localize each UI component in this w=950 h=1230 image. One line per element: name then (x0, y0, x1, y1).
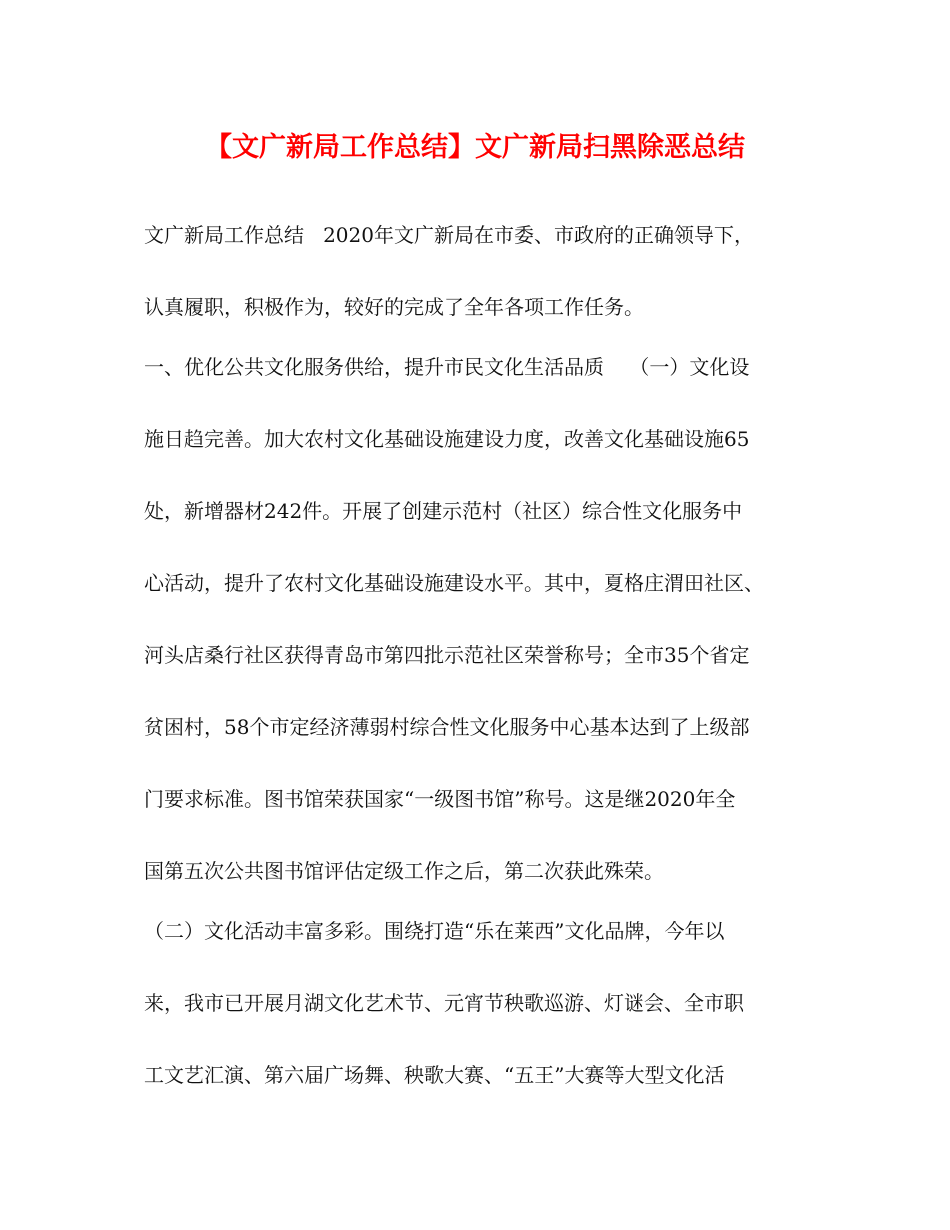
paragraph-line: 一、优化公共文化服务供给，提升市民文化生活品质 （一）文化设 (144, 355, 750, 379)
paragraph-line: 国第五次公共图书馆评估定级工作之后，第二次获此殊荣。 (144, 859, 664, 883)
paragraph-line: 心活动，提升了农村文化基础设施建设水平。其中，夏格庄渭田社区、 (144, 571, 764, 595)
paragraph-line: 施日趋完善。加大农村文化基础设施建设力度，改善文化基础设施65 (144, 427, 750, 451)
paragraph-line: 文广新局工作总结 2020年文广新局在市委、市政府的正确领导下， (144, 223, 754, 247)
paragraph-line: 工文艺汇演、第六届广场舞、秧歌大赛、“五王”大赛等大型文化活 (144, 1063, 725, 1087)
paragraph-line: 处，新增器材242件。开展了创建示范村（社区）综合性文化服务中 (144, 499, 743, 523)
paragraph-line: （二）文化活动丰富多彩。围绕打造“乐在莱西”文化品牌，今年以 (144, 919, 725, 943)
paragraph-line: 来，我市已开展月湖文化艺术节、元宵节秧歌巡游、灯谜会、全市职 (144, 991, 744, 1015)
paragraph-line: 认真履职，积极作为，较好的完成了全年各项工作任务。 (144, 295, 644, 319)
document-title: 【文广新局工作总结】文广新局扫黑除恶总结 (205, 132, 745, 163)
paragraph-line: 贫困村，58个市定经济薄弱村综合性文化服务中心基本达到了上级部 (144, 715, 750, 739)
paragraph-line: 门要求标准。图书馆荣获国家“一级图书馆”称号。这是继2020年全 (144, 787, 736, 811)
paragraph-line: 河头店桑行社区获得青岛市第四批示范社区荣誉称号；全市35个省定 (144, 643, 750, 667)
